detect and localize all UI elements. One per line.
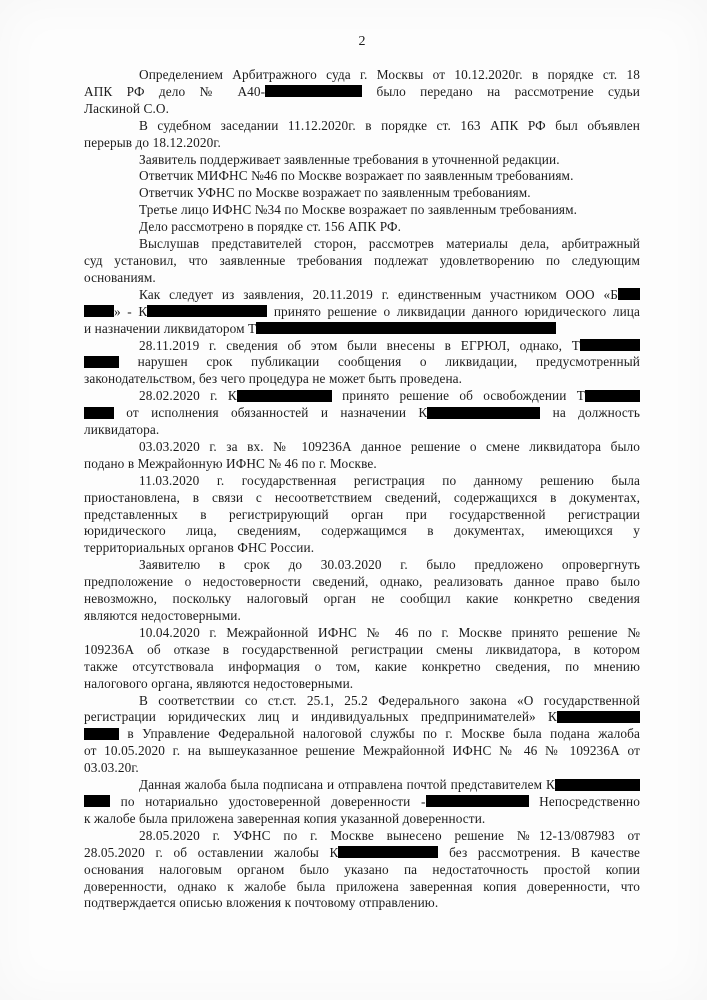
text-line: [84, 67, 640, 84]
text-line: [84, 405, 640, 422]
text-line: [84, 253, 640, 270]
redaction-bar: [84, 728, 119, 740]
text-line: [84, 456, 640, 473]
text-line: [84, 743, 640, 760]
document-body: [84, 67, 640, 912]
text-segment: подтверждается описью вложения к почтовому отправлению.: [84, 895, 439, 911]
text-line: [84, 760, 640, 777]
text-segment: Ответчик УФНС по Москве возражает по заявленным требованиям.: [139, 185, 531, 201]
paragraph: [84, 202, 640, 219]
text-segment: Заявитель поддерживает заявленные требования в уточненной редакции.: [139, 151, 560, 167]
redaction-bar: [338, 846, 438, 858]
text-line: [84, 202, 640, 219]
text-segment: 03.03.2020 г. за вх. № 109236А данное решение о смене ликвидатора было: [139, 438, 640, 454]
text-segment: Заявителю в срок до 30.03.2020 г. было предложено опровергнуть: [139, 557, 640, 573]
text-segment: Выслушав представителей сторон, рассмотрев материалы дела, арбитражный: [139, 236, 640, 252]
text-segment: Как следует из заявления, 20.11.2019 г. единственным участником ООО «Б: [139, 286, 618, 302]
redaction-bar: [84, 407, 114, 419]
text-line: [84, 879, 640, 896]
paragraph: [84, 625, 640, 693]
text-line: [84, 371, 640, 388]
text-segment: ликвидатора.: [84, 422, 160, 438]
text-segment: налогового органа, являются недостоверными.: [84, 675, 354, 691]
text-segment: являются недостоверными.: [84, 608, 241, 623]
text-segment: перерыв до 18.12.2020г.: [84, 134, 221, 150]
text-segment: АПК РФ дело № А40-: [84, 83, 266, 99]
text-line: [84, 388, 640, 405]
redaction-bar: [557, 711, 640, 723]
text-line: [84, 625, 640, 642]
text-segment: невозможно, поскольку налоговый орган не сообщил какие конкретно сведения: [84, 591, 640, 607]
text-line: [84, 219, 640, 236]
text-segment: 28.05.2020 г. УФНС по г. Москве вынесено решение №12-13/087983 от: [139, 827, 640, 843]
paragraph: [84, 118, 640, 152]
text-line: [84, 422, 640, 439]
redaction-bar: [426, 795, 529, 807]
text-line: [84, 135, 640, 152]
text-line: [84, 439, 640, 456]
text-segment: нарушен срок публикации сообщения о ликвидации, предусмотренный: [119, 354, 640, 370]
paragraph: [84, 338, 640, 389]
text-line: [84, 777, 640, 794]
text-segment: на должность: [540, 405, 640, 421]
text-segment: от 10.05.2020 г. на вышеуказанное решение Межрайонной ИФНС № 46 № 109236А от: [84, 743, 640, 759]
text-segment: Ласкиной С.О.: [84, 100, 170, 116]
text-segment: было передано на рассмотрение судьи: [362, 83, 640, 99]
redaction-bar: [84, 305, 114, 317]
text-line: [84, 473, 640, 490]
text-line: [84, 642, 640, 659]
page-number: 2: [358, 34, 366, 49]
text-segment: по нотариально удостоверенной доверенности -: [110, 793, 426, 809]
text-segment: принято решение об освобождении Т: [331, 388, 585, 404]
text-line: [84, 608, 640, 625]
text-line: [84, 507, 640, 524]
text-line: [84, 845, 640, 862]
text-segment: юридического лица, сведениям, содержащимся в документах, имеющихся у: [84, 523, 640, 539]
text-line: [84, 557, 640, 574]
text-line: [84, 895, 640, 912]
paragraph: [84, 473, 640, 558]
text-segment: принято решение о ликвидации данного юридического лица: [267, 303, 641, 319]
redaction-bar: [84, 356, 119, 368]
text-segment: основания налоговым органом было указано па недостаточность простой копии: [84, 861, 640, 877]
text-line: [84, 84, 640, 101]
text-segment: Непосредственно: [528, 793, 640, 809]
paragraph: [84, 219, 640, 236]
text-segment: 28.02.2020 г. К: [139, 388, 237, 404]
text-segment: регистрации юридических лиц и индивидуальных предпринимателей» К: [84, 709, 557, 725]
text-line: [84, 185, 640, 202]
text-line: [84, 236, 640, 253]
text-line: [84, 168, 640, 185]
paragraph: [84, 557, 640, 625]
paragraph: [84, 693, 640, 778]
text-segment: 10.04.2020 г. Межрайонной ИФНС № 46 по г. Москве принято решение №: [139, 624, 640, 640]
text-line: [84, 828, 640, 845]
text-line: [84, 321, 640, 338]
paragraph: [84, 236, 640, 287]
text-line: [84, 304, 640, 321]
text-line: [84, 676, 640, 693]
text-line: [84, 338, 640, 355]
paragraph: [84, 185, 640, 202]
text-segment: представленных в регистрирующий орган при государственной регистрации: [84, 506, 640, 522]
text-segment: предположение о недостоверности сведений, однако, реализовать данное право было: [84, 574, 640, 590]
text-line: [84, 659, 640, 676]
text-segment: приостановлена, в связи с несоответствием сведений, содержащихся в документах,: [84, 489, 640, 505]
text-segment: от исполнения обязанностей и назначении К: [114, 405, 428, 421]
text-line: [84, 726, 640, 743]
text-segment: и назначении ликвидатором Т: [84, 320, 257, 336]
text-segment: 28.11.2019 г. сведения об этом были внесены в ЕГРЮЛ, однако, Т: [139, 337, 580, 353]
text-segment: к жалобе была приложена заверенная копия указанной доверенности.: [84, 810, 486, 826]
text-segment: В судебном заседании 11.12.2020г. в порядке ст. 163 АПК РФ был объявлен: [139, 117, 640, 133]
text-segment: » - К: [114, 303, 148, 319]
text-line: [84, 693, 640, 710]
text-line: [84, 591, 640, 608]
text-segment: также отсутствовала информация о том, какие конкретно сведения, по мнению: [84, 658, 640, 674]
text-segment: Определением Арбитражного суда г. Москвы от 10.12.2020г. в порядке ст. 18: [139, 67, 640, 82]
redaction-bar: [84, 795, 110, 807]
text-segment: 03.03.20г.: [84, 760, 139, 776]
text-segment: В соответствии со ст.ст. 25.1, 25.2 Федерального закона «О государственной: [139, 692, 640, 708]
paragraph: [84, 828, 640, 913]
text-line: [84, 811, 640, 828]
paragraph: [84, 287, 640, 338]
redaction-bar: [580, 339, 640, 351]
text-segment: Ответчик МИФНС №46 по Москве возражает по заявленным требованиям.: [139, 168, 574, 184]
text-line: [84, 523, 640, 540]
paragraph: [84, 777, 640, 828]
text-segment: доверенности, однако к жалобе была приложена заверенная копия доверенности, что: [84, 878, 640, 894]
text-segment: в Управление Федеральной налоговой службы по г. Москве была подана жалоба: [119, 726, 640, 742]
text-line: [84, 152, 640, 169]
text-line: [84, 287, 640, 304]
text-line: [84, 862, 640, 879]
text-segment: законодательством, без чего процедура не может быть проведена.: [84, 371, 463, 387]
text-line: [84, 354, 640, 371]
text-segment: без рассмотрения. В качестве: [438, 844, 640, 860]
text-line: [84, 101, 640, 118]
text-segment: территориальных органов ФНС России.: [84, 540, 315, 556]
redaction-bar: [555, 779, 640, 791]
text-segment: Данная жалоба была подписана и отправлена почтой представителем К: [139, 777, 555, 793]
redaction-bar: [237, 390, 332, 402]
text-segment: основаниям.: [84, 269, 156, 285]
redaction-bar: [618, 288, 640, 300]
text-segment: подано в Межрайонную ИФНС № 46 по г. Москве.: [84, 455, 377, 471]
redaction-bar: [265, 85, 362, 97]
text-segment: 109236А об отказе в государственной регистрации смены ликвидатора, в котором: [84, 641, 640, 657]
redaction-bar: [585, 390, 640, 402]
text-line: [84, 709, 640, 726]
redaction-bar: [256, 322, 556, 334]
text-line: [84, 794, 640, 811]
paragraph: [84, 439, 640, 473]
paragraph: [84, 152, 640, 169]
text-line: [84, 490, 640, 507]
text-line: [84, 270, 640, 287]
paragraph: [84, 388, 640, 439]
redaction-bar: [147, 305, 267, 317]
paragraph: [84, 67, 640, 118]
redaction-bar: [427, 407, 540, 419]
text-segment: 11.03.2020 г. государственная регистрация по данному решению была: [139, 472, 640, 488]
paragraph: [84, 168, 640, 185]
text-segment: Третье лицо ИФНС №34 по Москве возражает по заявленным требованиям.: [139, 202, 578, 218]
text-line: [84, 540, 640, 557]
text-segment: суд установил, что заявленные требования подлежат удовлетворению по следующим: [84, 252, 640, 268]
text-segment: 28.05.2020 г. об оставлении жалобы К: [84, 844, 339, 860]
text-line: [84, 574, 640, 591]
text-line: [84, 118, 640, 135]
text-segment: Дело рассмотрено в порядке ст. 156 АПК РФ.: [139, 219, 402, 235]
